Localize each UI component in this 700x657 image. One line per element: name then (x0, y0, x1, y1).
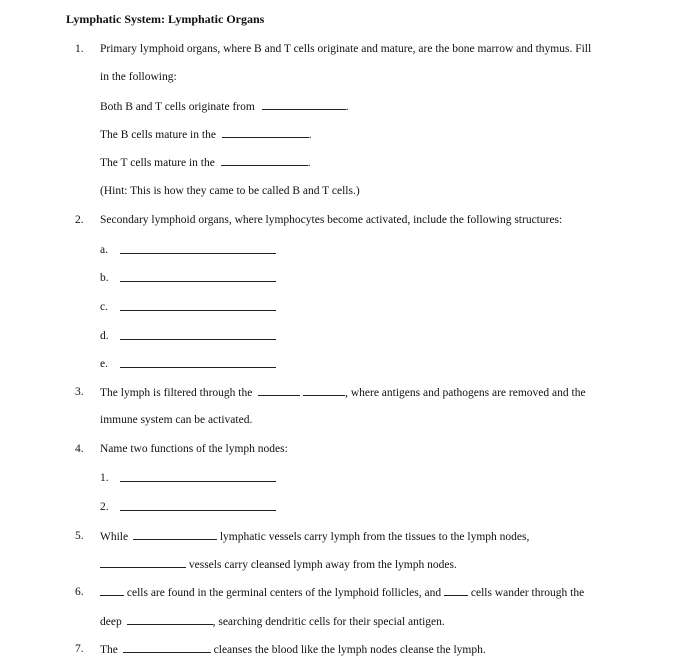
q3-line1 (75, 385, 586, 399)
q4-item-2-label: 2. (100, 501, 109, 513)
q1-number: 1. (75, 43, 84, 55)
q1-b-cells-blank[interactable] (222, 127, 309, 138)
q4-item-1-label: 1. (100, 472, 109, 484)
q7-number: 7. (75, 643, 84, 655)
q6-text-1: cells are found in the germinal centers of the lymphoid follicles, and (126, 587, 442, 599)
q1-origin-label: Both B and T cells originate from (100, 101, 255, 113)
q1-text: Primary lymphoid organs, where B and T cells originate and mature, are the bone marrow and thymus. Fill (100, 43, 592, 55)
q6-blank-1[interactable] (100, 585, 124, 596)
q2-item-d (100, 329, 109, 343)
q2-item-c (100, 300, 108, 314)
q5-number: 5. (75, 530, 84, 542)
q7-text-after: cleanses the blood like the lymph nodes cleanse the lymph. (213, 644, 486, 656)
q4-text: Name two functions of the lymph nodes: (100, 443, 288, 455)
q2-item-e-blank[interactable] (120, 357, 276, 368)
q1-t-cells-blank[interactable] (221, 155, 308, 166)
q1-line2: in the following: (100, 71, 177, 83)
q6-line1 (75, 585, 585, 599)
q5-blank-2[interactable] (100, 557, 186, 568)
q7-line1 (75, 642, 486, 656)
q1-origin-blank[interactable] (262, 99, 346, 110)
q2-item-d-blank[interactable] (120, 329, 276, 340)
q6-blank-3[interactable] (127, 614, 213, 625)
q2-item-a-blank[interactable] (120, 243, 276, 254)
q1-hint: (Hint: This is how they came to be called B and T cells.) (100, 185, 360, 197)
q5-while: While (100, 531, 129, 543)
q1-t-cells-period: . (307, 157, 311, 169)
q1-item-b-cells (100, 127, 312, 142)
q3-blank-1[interactable] (258, 385, 300, 396)
q2-item-b (100, 271, 109, 285)
q2-item-e (100, 357, 108, 371)
q2-item-a (100, 243, 108, 257)
q1-b-cells-period: . (308, 129, 312, 141)
q7-blank[interactable] (123, 642, 211, 653)
q6-deep: deep (100, 616, 122, 628)
q2-item-d-label: d. (100, 330, 109, 342)
q1-t-cells-label: The T cells mature in the (100, 157, 215, 169)
q6-line2-text: , searching dendritic cells for their special antigen. (212, 616, 445, 628)
q5-line1 (75, 529, 530, 543)
q2-item-a-label: a. (100, 244, 108, 256)
q2-line1 (75, 213, 563, 227)
q5-text-after: lymphatic vessels carry lymph from the tissues to the lymph nodes, (219, 531, 530, 543)
q6-text-2: cells wander through the (470, 587, 585, 599)
q5-line2 (100, 557, 457, 572)
q3-blank-2[interactable] (303, 385, 345, 396)
q7-the: The (100, 644, 118, 656)
q2-item-c-label: c. (100, 301, 108, 313)
q3-text-after: , where antigens and pathogens are removed and the (345, 387, 586, 399)
q4-item-2 (100, 500, 109, 514)
q5-blank-1[interactable] (133, 529, 217, 540)
q2-text: Secondary lymphoid organs, where lymphocytes become activated, include the following structures: (100, 214, 563, 226)
q4-item-1-blank[interactable] (120, 471, 276, 482)
q4-item-1 (100, 471, 109, 485)
q4-line1 (75, 442, 288, 456)
q6-blank-2[interactable] (444, 585, 468, 596)
q3-text-before: The lymph is filtered through the (100, 387, 253, 399)
q1-origin-period: . (345, 101, 349, 113)
q1-b-cells-label: The B cells mature in the (100, 129, 216, 141)
q6-line2 (100, 614, 445, 629)
q6-number: 6. (75, 586, 84, 598)
q2-item-b-blank[interactable] (120, 271, 276, 282)
q3-number: 3. (75, 386, 84, 398)
q1-item-origin (100, 99, 349, 114)
q1-line1 (75, 42, 592, 56)
q4-item-2-blank[interactable] (120, 500, 276, 511)
q5-line2-text: vessels carry cleansed lymph away from the lymph nodes. (188, 559, 457, 571)
q2-item-c-blank[interactable] (120, 300, 276, 311)
worksheet-title: Lymphatic System: Lymphatic Organs (66, 12, 265, 26)
q2-number: 2. (75, 214, 84, 226)
q2-item-b-label: b. (100, 272, 109, 284)
q4-number: 4. (75, 443, 84, 455)
q2-item-e-label: e. (100, 358, 108, 370)
q3-line2: immune system can be activated. (100, 414, 253, 426)
q1-item-t-cells (100, 155, 311, 170)
